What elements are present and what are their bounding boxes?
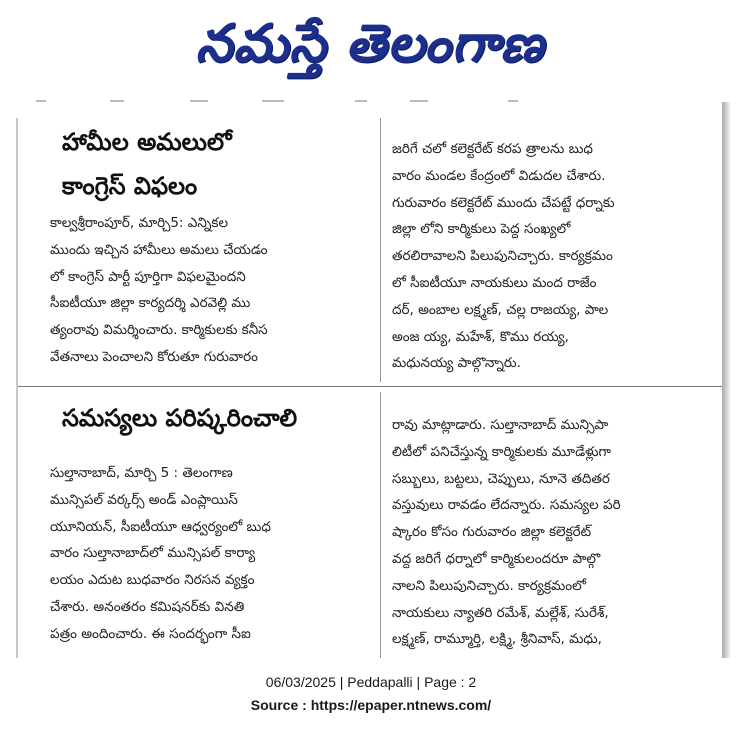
text-line: చేశారు. అనంతరం కమిషనర్‌కు వినతి (50, 598, 245, 615)
text-line: లిటీలో పనిచేస్తున్న కార్మికులకు మూడేళ్లుగా (392, 443, 611, 460)
right-page-edge (722, 102, 730, 658)
text-line: వద్ద జరిగే ధర్నాలో కార్మికులందరూ పాల్గొ (392, 550, 601, 567)
article-separator (18, 386, 722, 387)
text-line: వారం సుల్తానాబాద్‌లో మున్సిపల్ కార్యా (50, 545, 256, 562)
article1-right-column (392, 136, 718, 382)
text-line: లో సీఐటీయూ నాయకులు మంద రాజేం (392, 274, 597, 291)
text-line: మున్సిపల్ వర్కర్స్ అండ్ ఎంప్లాయిస్ (50, 491, 238, 508)
left-border (16, 118, 18, 658)
text-line: సబ్బులు, బట్టలు, చెప్పులు, నూనె తదితర (392, 470, 610, 487)
text-line: జరిగే చలో కలెక్టరేట్ కరప త్రాలను బుధ (392, 141, 593, 157)
text-line: సుల్తానాబాద్, మార్చి 5 : తెలంగాణ (50, 465, 233, 481)
article1-headline-line1: హామీల అమలులో (62, 128, 232, 156)
text-line: అంజ య్య, మహేశ్, కొము రయ్య, (392, 328, 569, 345)
text-line: లక్ష్మణ్, రామ్మూర్తి, లక్ష్మి, శ్రీనివాస్, మధు, (392, 631, 602, 648)
article2-headline: సమస్యలు పరిష్కరించాలి (62, 404, 298, 432)
article1-left-column (50, 210, 368, 382)
text-line: లో కాంగ్రెస్ పార్టీ పూర్తిగా విఫలమైందని (50, 268, 246, 285)
edition-info: 06/03/2025 | Peddapalli | Page : 2 (265, 674, 477, 690)
text-line: యూనియన్, సీఐటీయూ ఆధ్వర్యంలో బుధ (50, 518, 271, 535)
text-line: రావు మాట్లాడారు. సుల్తానాబాద్ మున్సిపా (392, 417, 609, 433)
text-line: లయం ఎదుట బుధవారం నిరసన వ్యక్తం (50, 572, 255, 589)
text-line: దర్, అంబాల లక్ష్మణ్, చల్ల రాజయ్య, పాల (392, 301, 609, 318)
text-line: గురువారం కలెక్టరేట్ ముందు చేపట్టే ధర్నాకు (392, 194, 615, 211)
text-line: పత్రం అందించారు. ఈ సందర్భంగా సీఐ (50, 625, 251, 642)
article2-right-column (392, 412, 718, 656)
text-line: సీఐటీయూ జిల్లా కార్యదర్శి ఎరవెల్లి ము (50, 295, 251, 312)
text-line: కాల్వశ్రీరాంపూర్, మార్చి5: ఎన్నికల (50, 215, 229, 231)
source-line: Source : https://epaper.ntnews.com/ (250, 697, 492, 713)
text-line: జిల్లా లోని కార్మికులు పెద్ద సంఖ్యలో (392, 221, 571, 238)
masthead (0, 0, 742, 92)
text-line: నాయకులు న్యాతరి రమేశ్, మల్లేశ్, సురేశ్, (392, 604, 609, 621)
text-line: వారం మండల కేంద్రంలో విడుదల చేశారు. (392, 167, 606, 184)
text-line: త్యంరావు విమర్శించారు. కార్మికులకు కనీస (50, 322, 268, 339)
column-divider (380, 118, 381, 382)
text-line: వేతనాలు పెంచాలని కోరుతూ గురువారం (50, 348, 258, 365)
clipped-text-row (0, 100, 742, 104)
newspaper-logo: నమస్తే తెలంగాణ (195, 14, 545, 74)
text-line: వస్తువులు రావడం లేదన్నారు. సమస్యల పరి (392, 497, 621, 514)
column-divider (380, 392, 381, 658)
article1-headline-line2: కాంగ్రెస్ విఫలం (62, 172, 198, 200)
text-line: మధునయ్య పాల్గొన్నారు. (392, 355, 521, 372)
text-line: ముందు ఇచ్చిన హామీలు అమలు చేయడం (50, 241, 268, 258)
text-line: ష్కారం కోసం గురువారం జిల్లా కలెక్టరేట్ (392, 524, 592, 541)
text-line: నాలని పిలుపునిచ్చారు. కార్యక్రమంలో (392, 577, 587, 594)
article2-left-column (50, 460, 368, 656)
text-line: తరలిరావాలని పిలుపునిచ్చారు. కార్యక్రమం (392, 248, 613, 265)
